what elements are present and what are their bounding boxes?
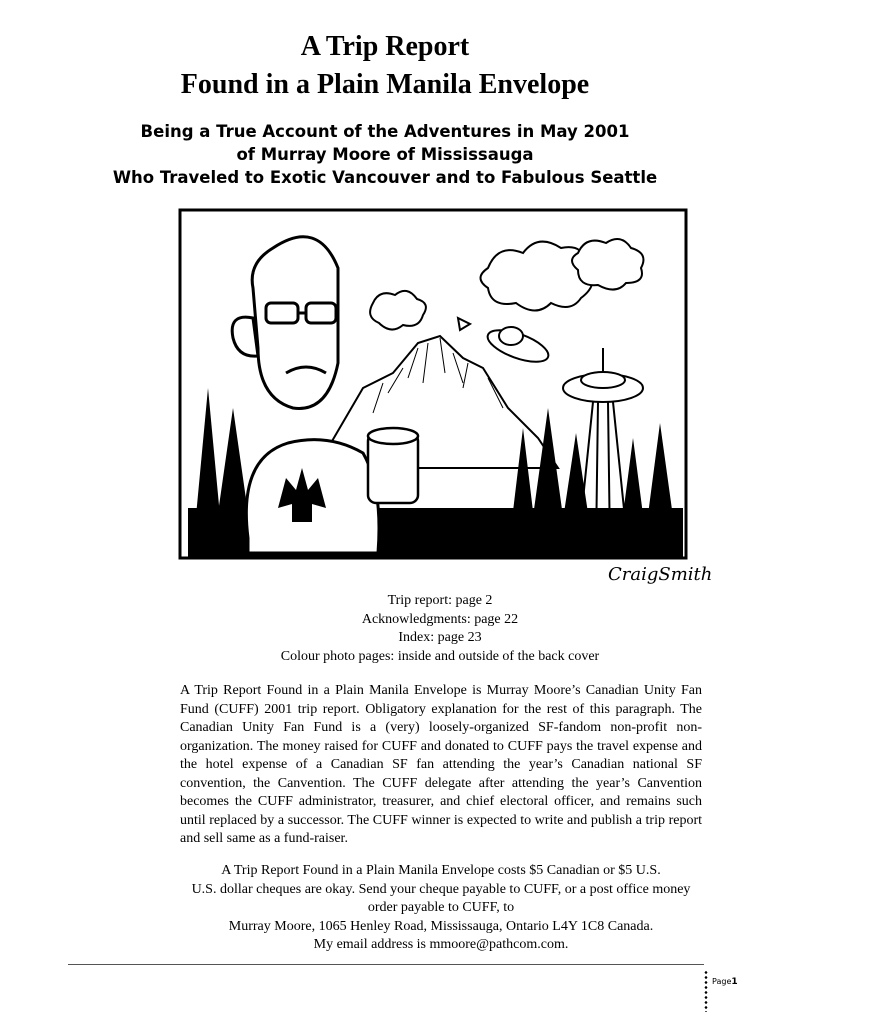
artist-signature: CraigSmith: [608, 564, 713, 585]
footer-dotted-line: [704, 970, 708, 1012]
contents-item: Colour photo pages: inside and outside of the back cover: [280, 648, 600, 664]
title-line-2: Found in a Plain Manila Envelope: [180, 69, 590, 100]
cartoon-illustration: [178, 208, 713, 585]
ordering-line: My email address is mmoore@pathcom.com.: [313, 937, 569, 952]
subtitle: [0, 120, 770, 189]
subtitle-line-3: Who Traveled to Exotic Vancouver and to Fabulous Seattle: [112, 168, 658, 187]
contents-list: [0, 592, 880, 666]
subtitle-line-2: of Murray Moore of Mississauga: [236, 145, 534, 164]
intro-paragraph: A Trip Report Found in a Plain Manila Envelope is Murray Moore’s Canadian Unity Fan Fund (CUFF) 2001 trip report. Obligatory explanation for the rest of this paragraph. The Canadian Unity Fan Fund is a (very) loosely-organized SF-fandom non-profit non-organization. The money raised for CUFF and donated to CUFF pays the travel expense and the hotel expense of a Canadian SF fan attending the year’s Canadian national SF convention, the Canvention. The CUFF delegate after attending the year’s Canvention becomes the CUFF administrator, treasurer, and chief electoral officer, and remains such until replaced by a successor. The CUFF winner is expected to write and publish a trip report and sell same as a fund-raiser.: [180, 683, 702, 846]
subtitle-line-1: Being a True Account of the Adventures in May 2001: [140, 122, 630, 141]
ordering-line: Murray Moore, 1065 Henley Road, Mississauga, Ontario L4Y 1C8 Canada.: [228, 918, 654, 934]
jar: [368, 428, 418, 503]
page-number-value: 1: [731, 977, 738, 987]
title-line-1: A Trip Report: [300, 31, 470, 62]
contents-item: Acknowledgments: page 22: [361, 611, 519, 627]
page-number: [712, 977, 738, 987]
ordering-info: [180, 862, 702, 955]
contents-item: Index: page 23: [398, 630, 482, 645]
page-label: Page: [712, 977, 732, 986]
footer-rule: [68, 964, 704, 965]
ordering-line: U.S. dollar cheques are okay. Send your cheque payable to CUFF, or a post office money order payable to CUFF, to: [191, 881, 691, 915]
contents-item: Trip report: page 2: [387, 593, 493, 608]
ordering-line: A Trip Report Found in a Plain Manila Envelope costs $5 Canadian or $5 U.S.: [221, 863, 661, 878]
page-title: [0, 28, 770, 104]
